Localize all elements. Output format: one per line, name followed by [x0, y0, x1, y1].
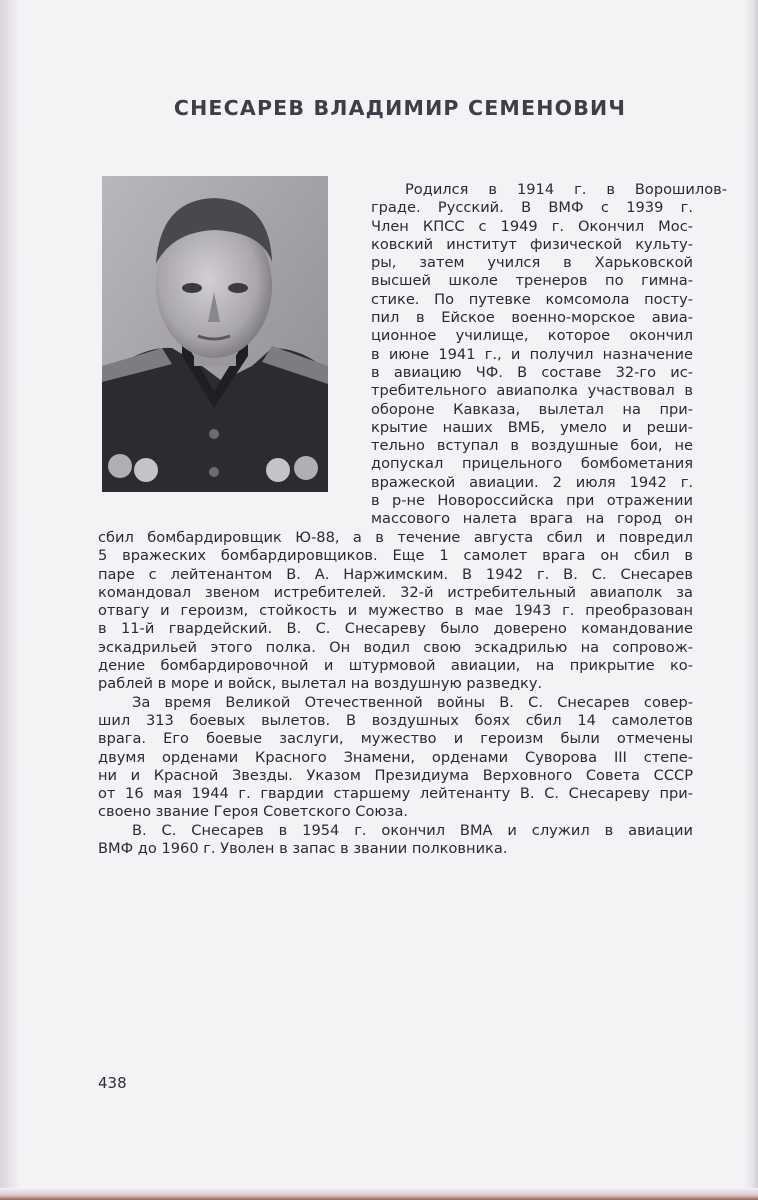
- text-line: раблей в море и войск, вылетал на воздушную разведку.: [98, 675, 543, 693]
- text-line: ни и Красной Звезды. Указом Президиума Верховного Совета СССР: [98, 766, 693, 784]
- text-line: ВМФ до 1960 г. Уволен в запас в звании полковника.: [98, 840, 508, 858]
- biography-body-text: [98, 529, 693, 858]
- text-line: врага. Его боевые заслуги, мужество и героизм были отмечены: [98, 730, 693, 748]
- text-line: крытие наших ВМБ, умело и реши-: [371, 418, 693, 436]
- text-line: в 11-й гвардейский. В. С. Снесареву было доверено командование: [98, 620, 693, 638]
- text-line: эскадрильей этого полка. Он водил свою эскадрилью на сопровож-: [98, 638, 693, 656]
- text-line: 5 вражеских бомбардировщиков. Еще 1 самолет врага он сбил в: [98, 547, 693, 565]
- text-line: Член КПСС с 1949 г. Окончил Мос-: [371, 217, 693, 235]
- text-line: сбил бомбардировщик Ю-88, а в течение августа сбил и повредил: [98, 529, 693, 546]
- text-line: от 16 мая 1944 г. гвардии старшему лейтенанту В. С. Снесареву при-: [98, 785, 693, 803]
- page-number: 438: [98, 1074, 127, 1092]
- text-line: тельно вступал в воздушные бои, не: [371, 437, 693, 455]
- text-line: допускал прицельного бомбометания: [371, 455, 693, 473]
- text-line: граде. Русский. В ВМФ с 1939 г.: [371, 199, 693, 217]
- page-bottom-edge: [0, 1188, 758, 1200]
- text-line: ковский институт физической культу-: [371, 235, 693, 253]
- text-line: массового налета врага на город он: [371, 510, 693, 528]
- tunic-button: [209, 429, 219, 439]
- page-title: СНЕСАРЕВ ВЛАДИМИР СЕМЕНОВИЧ: [173, 96, 627, 120]
- page-right-edge: [744, 0, 758, 1200]
- text-line: дение бомбардировочной и штурмовой авиации, на прикрытие ко-: [98, 657, 693, 675]
- tunic-button: [209, 467, 219, 477]
- text-line: ционное училище, которое окончил: [371, 327, 693, 345]
- portrait-photo-drawing: [102, 176, 328, 492]
- text-line: отвагу и героизм, стойкость и мужество в мае 1943 г. преобразован: [98, 602, 693, 620]
- text-line: обороне Кавказа, вылетал на при-: [371, 400, 693, 418]
- text-line: В. С. Снесарев в 1954 г. окончил ВМА и служил в авиации: [132, 821, 693, 839]
- text-line: Родился в 1914 г. в Ворошилов-: [405, 181, 727, 198]
- text-line: вражеской авиации. 2 июля 1942 г.: [371, 473, 693, 491]
- text-line: За время Великой Отечественной войны В. С. Снесарев совер-: [132, 693, 693, 711]
- text-line: требительного авиаполка участвовал в: [371, 382, 693, 400]
- text-line: ры, затем учился в Харьковской: [371, 254, 693, 272]
- text-line: в р-не Новороссийска при отражении: [371, 492, 693, 510]
- text-line: шил 313 боевых вылетов. В воздушных боях сбил 14 самолетов: [98, 711, 693, 729]
- right-eye: [228, 283, 248, 293]
- text-line: в авиацию ЧФ. В составе 32-го ис-: [371, 363, 693, 381]
- text-line: паре с лейтенантом В. А. Наржимским. В 1942 г. В. С. Снесарев: [98, 565, 693, 583]
- text-line: в июне 1941 г., и получил назначение: [371, 345, 693, 363]
- text-line: командовал звеном истребителей. 32-й истребительный авиаполк за: [98, 583, 693, 601]
- left-eye: [182, 283, 202, 293]
- biography-column-text: [371, 181, 727, 529]
- portrait-photo: [102, 176, 328, 492]
- text-line: стике. По путевке комсомола посту-: [371, 290, 693, 308]
- text-line: пил в Ейское военно-морское авиа-: [371, 309, 693, 327]
- page-spine-shadow: [0, 0, 20, 1200]
- text-line: высшей школе тренеров по гимна-: [371, 272, 693, 290]
- text-line: своено звание Героя Советского Союза.: [98, 803, 409, 821]
- text-line: двумя орденами Красного Знамени, орденами Суворова III степе-: [98, 748, 693, 766]
